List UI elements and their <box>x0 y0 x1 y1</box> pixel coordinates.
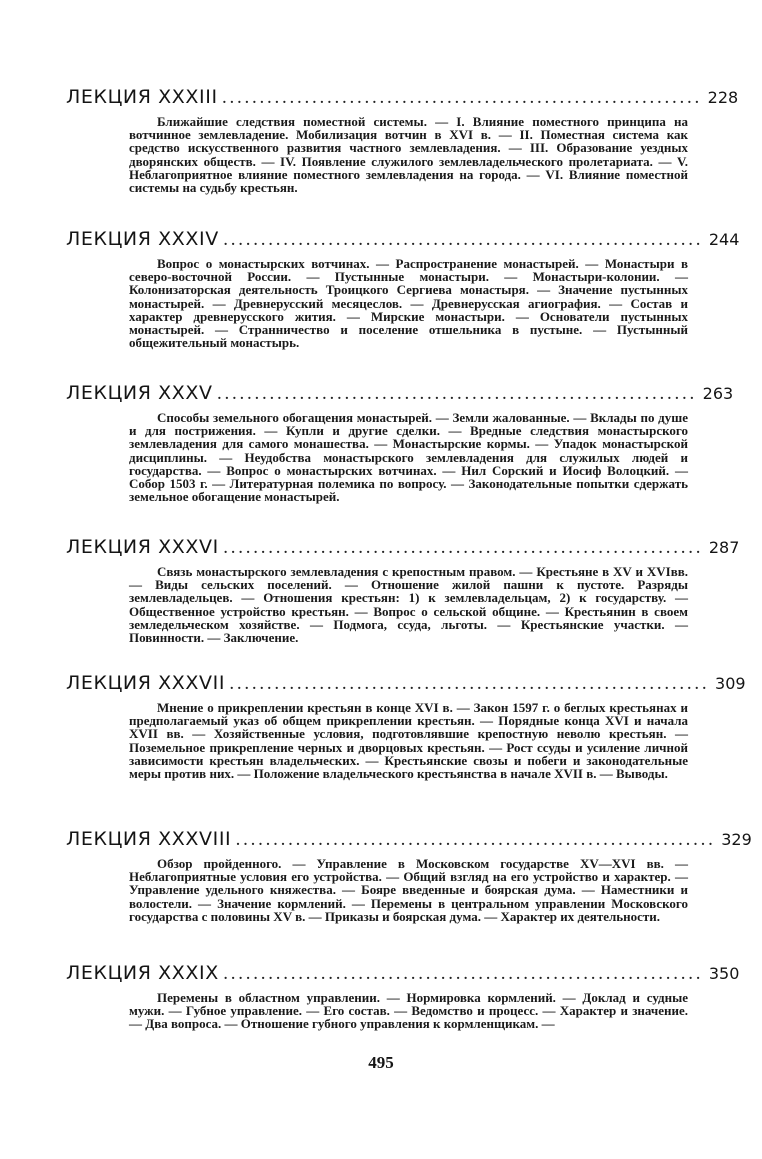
toc-entry-heading <box>66 672 746 698</box>
dot-leader: ................................................................ <box>222 92 703 107</box>
lecture-summary: Мнение о прикреплении крестьян в конце XVI в. — Закон 1597 г. о беглых крестьянах и предполагаемый указ об общем прикреплении крестьян. — Порядные конца XVI и начала XVII вв. — Хозяйственные условия, подготовлявшие крепостную неволю крестьян. — Поземельное прикрепление черных и дворцовых крестьян. — Рост ссуды и усиление личной зависимости крестьян владельческих. — Крестьянские свозы и побеги и законодательные меры против них. — Положение владельческого крестьянства в начале XVII в. — Выводы. <box>129 700 688 782</box>
lecture-title: ЛЕКЦИЯ XXXV <box>66 382 213 404</box>
lecture-summary: Способы земельного обогащения монастырей. — Земли жалованные. — Вклады по душе и для пострижения. — Купли и другие сделки. — Вредные следствия монастырского землевладения для самого монашества. — Монастырские кормы. — Упадок монастырской дисциплины. — Неудобства монастырского землевладения для служилых людей и государства. — Вопрос о монастырских вотчинах. — Нил Сорский и Иосиф Волоцкий. — Собор 1503 г. — Литературная полемика по вопросу. — Законодательные попытки сдержать земельное обогащение монастырей. <box>129 410 688 505</box>
toc-entry-heading <box>66 536 740 562</box>
lecture-title: ЛЕКЦИЯ XXXVI <box>66 536 219 558</box>
lecture-title: ЛЕКЦИЯ XXXIX <box>66 962 219 984</box>
dot-leader: ................................................................ <box>230 678 711 693</box>
toc-entry-lecture-35 <box>66 382 734 505</box>
lecture-title: ЛЕКЦИЯ XXXIII <box>66 86 218 108</box>
lecture-title: ЛЕКЦИЯ XXXIV <box>66 228 219 250</box>
toc-entry-heading <box>66 228 740 254</box>
page-number: 309 <box>715 674 746 693</box>
toc-entry-heading <box>66 382 734 408</box>
page-number: 244 <box>708 230 740 249</box>
lecture-summary: Вопрос о монастырских вотчинах. — Распространение монастырей. — Монастыри в северо-восточной России. — Пустынные монастыри. — Монастыри-колонии. — Колонизаторская деятельность Троицкого Сергиева монастыря. — Значение пустынных монастырей. — Древнерусский месяцеслов. — Древнерусская агиография. — Состав и характер древнерусского жития. — Мирские монастыри. — Основатели пустынных монастырей. — Странничество и поселение отшельника в пустыне. — Пустынный общежительный монастырь. <box>129 256 688 351</box>
page-number: 228 <box>707 88 739 107</box>
dot-leader: ................................................................ <box>236 834 717 849</box>
lecture-title: ЛЕКЦИЯ XXXVIII <box>66 828 232 850</box>
dot-leader: ................................................................ <box>217 388 698 403</box>
toc-entry-heading <box>66 828 752 854</box>
toc-entry-lecture-38 <box>66 828 752 924</box>
dot-leader: ................................................................ <box>223 968 704 983</box>
page-number: 329 <box>721 830 752 849</box>
page-number: 263 <box>702 384 734 403</box>
lecture-summary: Связь монастырского землевладения с крепостным правом. — Крестьяне в XV и XVIвв. — Виды сельских поселений. — Отношение жилой пашни к пустоте. Разряды землевладельцев. — Отношения крестьян: 1) к землевладельцам, 2) к государству. — Общественное устройство крестьян. — Вопрос о сельской общине. — Крестьянин в своем земледельческом хозяйстве. — Подмога, ссуда, льготы. — Крестьянские участки. — Повинности. — Заключение. <box>129 564 688 646</box>
toc-entry-heading <box>66 962 740 988</box>
folio-page-number: 495 <box>368 1053 394 1072</box>
toc-entry-lecture-34 <box>66 228 740 351</box>
dot-leader: ................................................................ <box>223 542 704 557</box>
toc-entry-lecture-39 <box>66 962 740 1032</box>
lecture-summary: Перемены в областном управлении. — Нормировка кормлений. — Доклад и судные мужи. — Губное управление. — Его состав. — Ведомство и процесс. — Характер и значение. — Два вопроса. — Отношение губного управления к кормленщикам. — <box>129 990 688 1032</box>
lecture-title: ЛЕКЦИЯ XXXVII <box>66 672 226 694</box>
page-number: 287 <box>708 538 740 557</box>
dot-leader: ................................................................ <box>223 234 704 249</box>
toc-entry-heading <box>66 86 739 112</box>
lecture-summary: Обзор пройденного. — Управление в Московском государстве XV—XVI вв. — Неблагоприятные условия его устройства. — Общий взгляд на его устройство и характер. — Управление удельного княжества. — Бояре введенные и боярская дума. — Наместники и волостели. — Значение кормлений. — Перемены в центральном управлении Московского государства с половины XV в. — Приказы и боярская дума. — Характер их деятельности. <box>129 856 688 924</box>
toc-entry-lecture-37 <box>66 672 746 782</box>
toc-entry-lecture-33 <box>66 86 739 196</box>
toc-entry-lecture-36 <box>66 536 740 646</box>
lecture-summary: Ближайшие следствия поместной системы. — I. Влияние поместного принципа на вотчинное землевладение. Мобилизация вотчин в XVI в. — II. Поместная система как средство искусственного развития частного землевладения. — III. Образование уездных дворянских обществ. — IV. Появление служилого землевладельческого пролетариата. — V. Неблагоприятное влияние поместного землевладения на города. — VI. Влияние поместной системы на судьбу крестьян. <box>129 114 688 196</box>
page-number: 350 <box>708 964 740 983</box>
